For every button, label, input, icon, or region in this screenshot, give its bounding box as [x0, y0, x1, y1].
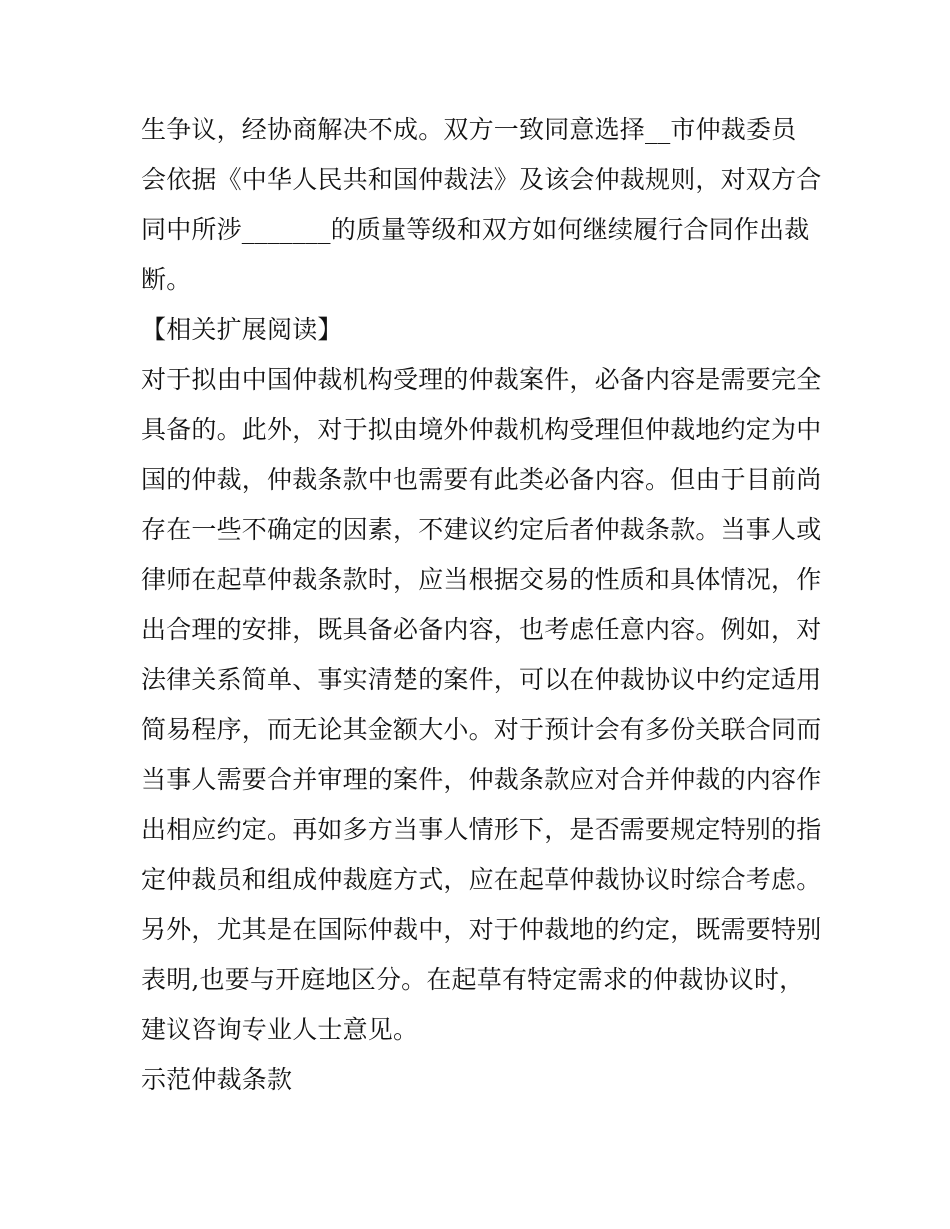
text-line: 存在一些不确定的因素，不建议约定后者仲裁条款。当事人或 — [141, 515, 822, 544]
section-heading: 示范仲裁条款 — [141, 1065, 293, 1094]
text-line: 当事人需要合并审理的案件，仲裁条款应对合并仲裁的内容作 — [141, 765, 822, 794]
text-line: 生争议，经协商解决不成。双方一致同意选择__市仲裁委员 — [141, 115, 797, 144]
text-line: 同中所涉_______的质量等级和双方如何继续履行合同作出裁 — [141, 215, 810, 244]
text-line: 简易程序，而无论其金额大小。对于预计会有多份关联合同而 — [141, 715, 822, 744]
section-heading: 【相关扩展阅读】 — [141, 315, 343, 344]
text-line: 建议咨询专业人士意见。 — [141, 1015, 419, 1044]
text-line: 表明,也要与开庭地区分。在起草有特定需求的仲裁协议时， — [141, 965, 805, 994]
text-line: 具备的。此外，对于拟由境外仲裁机构受理但仲裁地约定为中 — [141, 415, 822, 444]
text-line: 断。 — [141, 265, 192, 294]
text-line: 法律关系简单、事实清楚的案件，可以在仲裁协议中约定适用 — [141, 665, 822, 694]
text-line: 国的仲裁，仲裁条款中也需要有此类必备内容。但由于目前尚 — [141, 465, 822, 494]
text-line: 定仲裁员和组成仲裁庭方式，应在起草仲裁协议时综合考虑。 — [141, 865, 822, 894]
text-line: 出合理的安排，既具备必备内容，也考虑任意内容。例如，对 — [141, 615, 822, 644]
text-line: 会依据《中华人民共和国仲裁法》及该会仲裁规则，对双方合 — [141, 165, 822, 194]
text-line: 律师在起草仲裁条款时，应当根据交易的性质和具体情况，作 — [141, 565, 822, 594]
text-line: 对于拟由中国仲裁机构受理的仲裁案件，必备内容是需要完全 — [141, 365, 822, 394]
text-line: 另外，尤其是在国际仲裁中，对于仲裁地的约定，既需要特别 — [141, 915, 822, 944]
text-line: 出相应约定。再如多方当事人情形下，是否需要规定特别的指 — [141, 815, 822, 844]
